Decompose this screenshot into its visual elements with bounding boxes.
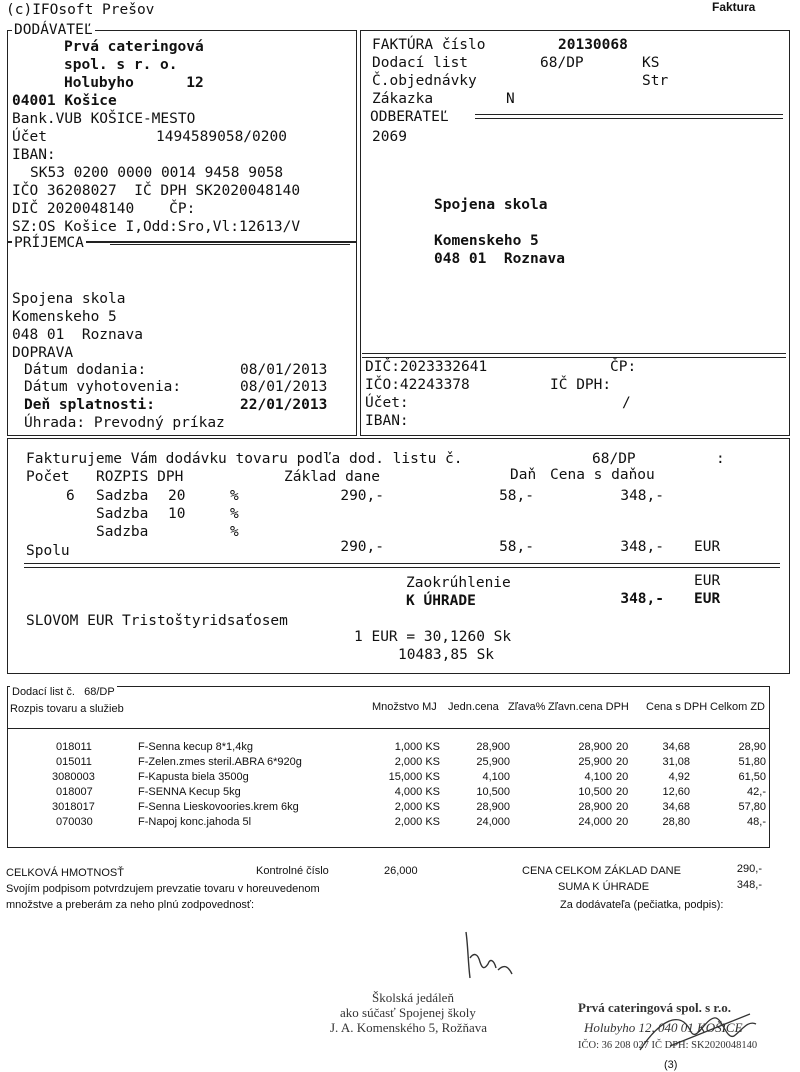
summary-divider [24, 563, 780, 568]
control-label: Kontrolné číslo [256, 865, 329, 877]
row-disc-price: 25,900 [578, 756, 612, 768]
summary-intro-colon: : [716, 451, 725, 467]
row-price-vat: 34,68 [662, 801, 690, 813]
company-stamp-line-3: IČO: 36 208 027 IČ DPH: SK2020048140 [578, 1040, 758, 1051]
row-qty: 1,000 KS [394, 741, 440, 753]
delivery-list-header-line [7, 728, 769, 729]
due-date-label: Deň splatnosti: [24, 397, 155, 413]
spolu-base: 290,- [340, 539, 384, 555]
col-base: Základ dane [284, 469, 381, 485]
rate-total: 348,- [620, 488, 664, 504]
row-name: F-Senna kecup 8*1,4kg [138, 741, 253, 753]
recipient-section-label: PRÍJEMCA [14, 235, 84, 251]
delivery-list-title [10, 685, 117, 699]
row-price-vat: 4,92 [668, 771, 690, 783]
row-qty: 4,000 KS [394, 786, 440, 798]
hdr-price-vat: Cena s DPH [646, 701, 708, 713]
row-qty: 15,000 KS [388, 771, 440, 783]
currency-2: EUR [694, 573, 721, 589]
row-disc-price: 10,500 [578, 786, 612, 798]
confirm-line-1: Svojím podpisom potvrdzujem prevzatie tovaru v horeuvedenom [6, 883, 320, 895]
recipient-city: 048 01 Roznava [12, 327, 143, 343]
recipient-label-line [110, 244, 350, 245]
sum-label: SUMA K ÚHRADE [558, 881, 650, 893]
customer-icdph: IČ DPH: [550, 377, 612, 393]
delivery-note-label: Dodací list [372, 55, 469, 71]
payment-method: Úhrada: Prevodný príkaz [24, 415, 225, 431]
row-unit-price: 25,900 [476, 756, 510, 768]
supplier-account: 1494589058/0200 [156, 129, 287, 145]
row-qty: 2,000 KS [394, 756, 440, 768]
rate-label: Sadzba [96, 506, 149, 522]
row-price-vat: 28,80 [662, 816, 690, 828]
row-code: 018011 [56, 741, 92, 753]
sk-total: 10483,85 Sk [398, 647, 495, 663]
sum-value: 348,- [736, 879, 762, 891]
rate-tax: 58,- [499, 488, 534, 504]
school-stamp-line-2: ako súčasť Spojenej školy [340, 1005, 476, 1020]
amount-in-words: SLOVOM EUR Tristoštyridsaťosem [26, 613, 288, 629]
hdr-unit-price: Jedn.cena [448, 701, 499, 713]
row-total: 61,50 [738, 771, 766, 783]
row-unit-price: 24,000 [476, 816, 510, 828]
spolu-tax: 58,- [499, 539, 534, 555]
due-date: 22/01/2013 [240, 397, 328, 413]
row-disc-price: 4,100 [584, 771, 612, 783]
copyright: (c)IFOsoft Prešov [6, 2, 155, 18]
school-stamp-line-1: Školská jedáleň [372, 990, 454, 1005]
col-count: Počet [26, 469, 70, 485]
recipient-street: Komenskeho 5 [12, 309, 117, 325]
rate-pct: % [230, 506, 239, 522]
supplier-iban-label: IBAN: [12, 147, 56, 163]
supplier-street: Holubyho 12 [64, 75, 204, 91]
row-total: 48,- [747, 816, 766, 828]
supplier-section-label: DODÁVATEĽ [14, 22, 93, 38]
rate-pct: % [230, 488, 239, 504]
row-code: 070030 [56, 816, 93, 828]
rate-label: Sadzba [96, 488, 149, 504]
order-label: Č.objednávky [372, 73, 477, 89]
company-stamp-line-1: Prvá cateringová spol. s r.o. [578, 1000, 731, 1015]
hdr-discount: Zľava% [508, 701, 546, 713]
issue-date-label: Dátum vyhotovenia: [24, 379, 182, 395]
row-name: F-Zelen.zmes steril.ABRA 6*920g [138, 756, 302, 768]
doc-type: Faktura [712, 0, 756, 14]
col-tax: Daň [510, 467, 537, 483]
confirm-line-2: množstve a preberám za neho plnú zodpovednosť: [6, 899, 255, 911]
transport-label: DOPRAVA [12, 345, 74, 361]
page-number: (3) [664, 1059, 678, 1071]
invoice-number-label: FAKTÚRA číslo [372, 37, 486, 53]
row-unit-price: 4,100 [482, 771, 510, 783]
school-stamp-line-3: J. A. Komenského 5, Rožňava [330, 1020, 488, 1035]
spolu-total: 348,- [620, 539, 664, 555]
rate-pct: % [230, 524, 239, 540]
contract-value: N [506, 91, 515, 107]
recipient-signature [458, 928, 518, 988]
str-label: Str [642, 73, 669, 89]
rate-value: 10 [168, 506, 186, 522]
customer-street: Komenskeho 5 [434, 233, 539, 249]
delivery-note: 68/DP [540, 55, 584, 71]
customer-name: Spojena skola [434, 197, 548, 213]
supplier-signature [630, 1000, 770, 1060]
delivery-list-title-label: Dodací list č. [12, 686, 75, 698]
row-total: 28,90 [738, 741, 766, 753]
row-vat: 20 [616, 741, 629, 753]
customer-dic: DIČ:2023332641 [365, 359, 488, 375]
customer-code: 2069 [372, 129, 407, 145]
row-name: F-Senna Lieskovoories.krem 6kg [138, 801, 299, 813]
weight-label: CELKOVÁ HMOTNOSŤ [6, 867, 124, 879]
supplier-iban: SK53 0200 0000 0014 9458 9058 [30, 165, 284, 181]
supplier-ico: IČO 36208027 IČ DPH SK2020048140 [12, 183, 301, 199]
delivery-date: 08/01/2013 [240, 362, 328, 378]
row-price-vat: 34,68 [662, 741, 690, 753]
customer-label-line [475, 114, 783, 119]
to-pay-value: 348,- [620, 591, 664, 607]
row-disc-price: 24,000 [578, 816, 612, 828]
supplier-name2: spol. s r. o. [64, 57, 178, 73]
row-vat: 20 [616, 756, 629, 768]
rate-base: 290,- [340, 488, 384, 504]
row-price-vat: 31,08 [662, 756, 690, 768]
issue-date: 08/01/2013 [240, 379, 328, 395]
rate-value: 20 [168, 488, 186, 504]
company-stamp-line-2: Holubyho 12, 040 01 KOŠICE [584, 1020, 743, 1035]
supplier-name1: Prvá cateringová [64, 39, 204, 55]
spolu-label: Spolu [26, 543, 70, 559]
summary-intro: Fakturujeme Vám dodávku tovaru podľa dod. listu č. [26, 451, 463, 467]
base-total-label: CENA CELKOM ZÁKLAD DANE [522, 865, 681, 877]
delivery-list-title-ref: 68/DP [84, 686, 115, 698]
hdr-disc-price: Zľavn.cena DPH [548, 701, 629, 713]
row-qty: 2,000 KS [394, 801, 440, 813]
supplier-sz: SZ:OS Košice I,Odd:Sro,Vl:12613/V [12, 219, 301, 235]
supplier-bank: Bank.VUB KOŠICE-MESTO [12, 111, 196, 127]
delivery-list-subtitle: Rozpis tovaru a služieb [10, 703, 124, 715]
row-unit-price: 28,900 [476, 801, 510, 813]
customer-iban: IBAN: [365, 413, 409, 429]
row-qty: 2,000 KS [394, 816, 440, 828]
control-value: 26,000 [384, 865, 418, 877]
row-code: 3018017 [52, 801, 95, 813]
col-rozpis: ROZPIS DPH [96, 469, 184, 485]
supplier-dic: DIČ 2020048140 ČP: [12, 201, 196, 217]
customer-section-label: ODBERATEĽ [370, 109, 449, 125]
row-vat: 20 [616, 801, 629, 813]
row-price-vat: 12,60 [662, 786, 690, 798]
row-disc-price: 28,900 [578, 801, 612, 813]
item-count: 6 [66, 488, 75, 504]
row-name: F-SENNA Kecup 5kg [138, 786, 241, 798]
currency-1: EUR [694, 539, 721, 555]
contract-label: Zákazka [372, 91, 434, 107]
customer-cp: ČP: [610, 359, 637, 375]
ks-label: KS [642, 55, 660, 71]
customer-slash: / [622, 395, 631, 411]
recipient-name: Spojena skola [12, 291, 126, 307]
row-total: 51,80 [738, 756, 766, 768]
row-vat: 20 [616, 816, 629, 828]
customer-ico: IČO:42243378 [365, 377, 470, 393]
supplier-account-label: Účet [12, 129, 47, 145]
row-code: 015011 [56, 756, 92, 768]
supplier-sign-label: Za dodávateľa (pečiatka, podpis): [560, 899, 724, 911]
exchange-rate: 1 EUR = 30,1260 Sk [354, 629, 512, 645]
row-name: F-Kapusta biela 3500g [138, 771, 249, 783]
invoice-number: 20130068 [558, 37, 628, 53]
row-unit-price: 28,900 [476, 741, 510, 753]
customer-city: 048 01 Roznava [434, 251, 565, 267]
row-name: F-Napoj konc.jahoda 5l [138, 816, 252, 828]
row-total: 42,- [747, 786, 766, 798]
hdr-qty: Množstvo MJ [372, 701, 437, 713]
col-total: Cena s daňou [550, 467, 655, 483]
row-unit-price: 10,500 [476, 786, 510, 798]
base-total-value: 290,- [736, 863, 762, 875]
hdr-total: Celkom ZD [710, 701, 766, 713]
row-disc-price: 28,900 [578, 741, 612, 753]
row-code: 3080003 [52, 771, 95, 783]
supplier-city: 04001 Košice [12, 93, 117, 109]
customer-ucet: Účet: [365, 395, 409, 411]
row-vat: 20 [616, 786, 629, 798]
row-total: 57,80 [738, 801, 766, 813]
currency-3: EUR [694, 591, 721, 607]
rounding-label: Zaokrúhlenie [406, 575, 511, 591]
row-vat: 20 [616, 771, 629, 783]
row-code: 018007 [56, 786, 93, 798]
rate-label: Sadzba [96, 524, 149, 540]
summary-intro-ref: 68/DP [592, 451, 636, 467]
to-pay-label: K ÚHRADE [406, 593, 476, 609]
delivery-date-label: Dátum dodania: [24, 362, 147, 378]
